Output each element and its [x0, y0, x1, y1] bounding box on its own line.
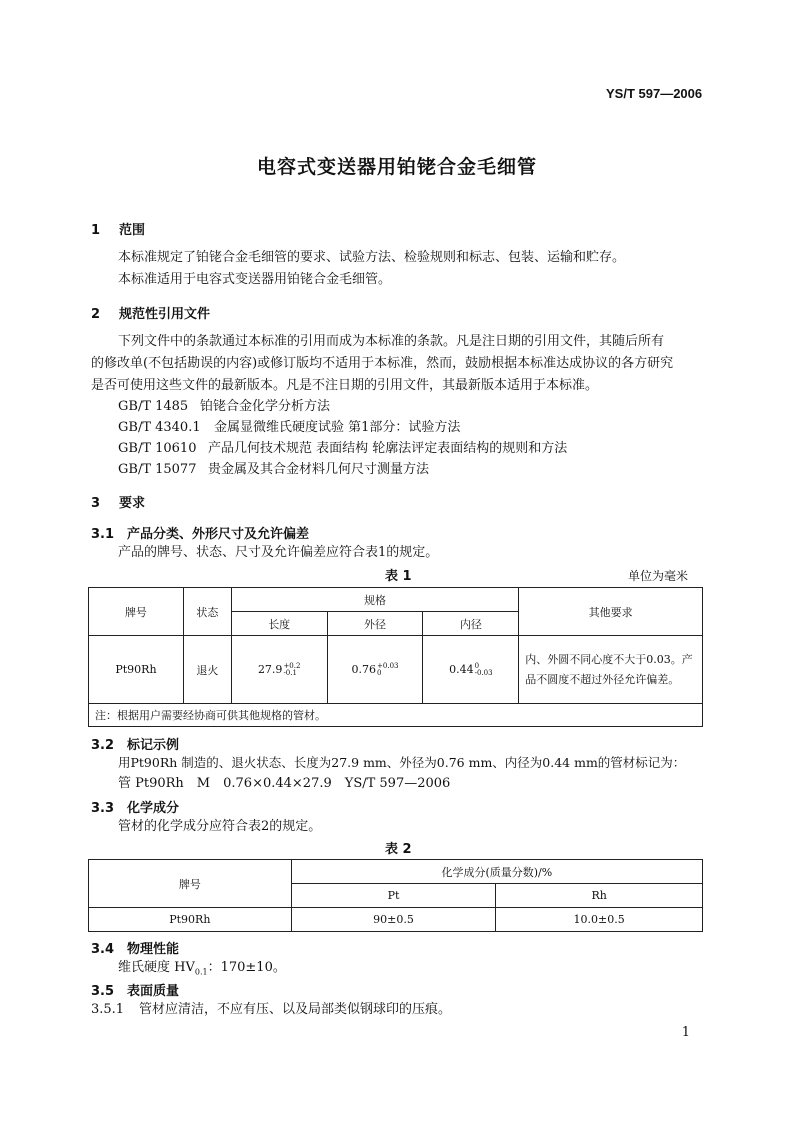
reference-code: GB/T 10610 [118, 441, 197, 456]
section-number: 1 [91, 223, 101, 238]
cell-grade: Pt90Rh [89, 636, 184, 704]
length-value: 27.9 [257, 662, 283, 676]
section-title: 表面质量 [127, 984, 180, 999]
s3-5-1-text: 管材应清洁，不应有压、以及局部类似钢球印的压痕。 [139, 1002, 452, 1017]
reference-title: 铂铑合金化学分析方法 [200, 399, 331, 414]
hardness-label: 维氏硬度 HV [118, 960, 195, 975]
s3-2-paragraph: 用Pt90Rh 制造的、退火状态、长度为27.9 mm、外径为0.76 mm、内径为0.44 mm的管材标记为： [118, 755, 686, 770]
header-pt: Pt [291, 884, 496, 908]
reference-code: GB/T 15077 [118, 462, 197, 477]
s3-5-1-paragraph [91, 1000, 451, 1020]
reference-code: GB/T 4340.1 [118, 420, 201, 435]
table-1-caption: 表 1 [385, 569, 412, 584]
header-spec: 规格 [231, 588, 518, 612]
section-title: 范围 [119, 223, 146, 238]
header-composition: 化学成分(质量分数)/% [291, 860, 702, 884]
s1-paragraph-1: 本标准规定了铂铑合金毛细管的要求、试验方法、检验规则和标志、包装、运输和贮存。 [118, 250, 626, 265]
reference-title: 贵金属及其合金材料几何尺寸测量方法 [208, 462, 430, 477]
cell-outer-diameter [327, 636, 423, 704]
table-1-note: 注：根据用户需要经协商可供其他规格的管材。 [89, 704, 703, 727]
id-upper: 0 [474, 661, 480, 670]
table-1-unit: 单位为毫米 [628, 569, 689, 583]
s3-2-marking-example: 管 Pt90Rh M 0.76×0.44×27.9 YS/T 597—2006 [118, 776, 451, 791]
header-rh: Rh [496, 884, 703, 908]
section-title: 标记示例 [127, 738, 180, 753]
cell-length [231, 636, 327, 704]
section-3-4-heading [91, 938, 179, 957]
section-number: 3.4 [91, 942, 115, 957]
s3-1-paragraph: 产品的牌号、状态、尺寸及允许偏差应符合表1的规定。 [118, 545, 439, 560]
section-title: 要求 [119, 496, 146, 511]
header-outer-diameter: 外径 [327, 612, 423, 636]
reference-item [118, 418, 460, 438]
length-lower: -0.1 [283, 668, 297, 677]
reference-item [118, 397, 330, 417]
page-number: 1 [681, 1025, 690, 1040]
table-row [89, 908, 703, 932]
cell-other-requirements: 内、外圆不同心度不大于0.03。产品不圆度不超过外径允许偏差。 [519, 636, 703, 704]
table-1 [88, 587, 703, 727]
reference-item [118, 460, 429, 480]
s2-line-1: 下列文件中的条款通过本标准的引用而成为本标准的条款。凡是注日期的引用文件，其随后所有 [118, 334, 665, 349]
header-grade: 牌号 [89, 860, 292, 908]
document-title: 电容式变送器用铂铑合金毛细管 [256, 156, 537, 178]
od-upper: +0.03 [377, 661, 399, 670]
cell-inner-diameter [423, 636, 519, 704]
section-number: 3.3 [91, 801, 115, 816]
section-number: 3 [91, 496, 101, 511]
table-2 [88, 859, 703, 932]
table-row [89, 636, 703, 704]
section-3-3-heading [91, 797, 179, 816]
length-upper: +0.2 [283, 661, 301, 670]
od-value: 0.76 [351, 662, 377, 676]
section-number: 2 [91, 307, 101, 322]
standard-code: YS/T 597—2006 [606, 86, 703, 101]
s3-4-paragraph [118, 958, 286, 983]
section-number: 3.1 [91, 527, 115, 542]
section-title: 规范性引用文件 [119, 307, 211, 322]
section-3-5-heading [91, 980, 179, 999]
od-tolerance [377, 663, 398, 677]
cell-grade: Pt90Rh [89, 908, 292, 932]
s2-line-2: 的修改单(不包括勘误的内容)或修订版均不适用于本标准，然而，鼓励根据本标准达成协议的各方研究 [91, 356, 674, 371]
reference-item [118, 439, 567, 459]
reference-title: 金属显微维氏硬度试验 第1部分：试验方法 [214, 420, 461, 435]
section-number: 3.5.1 [91, 1002, 125, 1017]
cell-pt: 90±0.5 [291, 908, 496, 932]
section-number: 3.2 [91, 738, 115, 753]
section-title: 物理性能 [127, 942, 180, 957]
section-3-1-heading [91, 523, 309, 542]
length-tolerance [283, 663, 300, 677]
id-value: 0.44 [449, 662, 474, 676]
section-title: 化学成分 [127, 801, 180, 816]
cell-rh: 10.0±0.5 [496, 908, 703, 932]
hardness-subscript: 0.1 [194, 967, 208, 977]
section-2-heading [91, 303, 210, 322]
section-title: 产品分类、外形尺寸及允许偏差 [127, 527, 310, 542]
id-lower: -0.03 [474, 668, 493, 677]
hardness-value: ：170±10。 [207, 960, 286, 975]
section-3-2-heading [91, 734, 179, 753]
od-lower: 0 [377, 668, 382, 677]
header-inner-diameter: 内径 [423, 612, 519, 636]
header-grade: 牌号 [89, 588, 184, 636]
cell-state: 退火 [183, 636, 231, 704]
s3-3-paragraph: 管材的化学成分应符合表2的规定。 [118, 819, 322, 834]
section-3-heading [91, 492, 145, 511]
header-state: 状态 [183, 588, 231, 636]
s1-paragraph-2: 本标准适用于电容式变送器用铂铑合金毛细管。 [118, 272, 392, 287]
reference-title: 产品几何技术规范 表面结构 轮廓法评定表面结构的规则和方法 [208, 441, 568, 456]
s2-line-3: 是否可使用这些文件的最新版本。凡是不注日期的引用文件，其最新版本适用于本标准。 [91, 378, 599, 393]
id-tolerance [475, 663, 493, 677]
reference-code: GB/T 1485 [118, 399, 189, 414]
section-1-heading [91, 219, 145, 238]
table-2-caption: 表 2 [385, 842, 412, 857]
header-length: 长度 [231, 612, 327, 636]
section-number: 3.5 [91, 984, 115, 999]
header-other: 其他要求 [519, 588, 703, 636]
